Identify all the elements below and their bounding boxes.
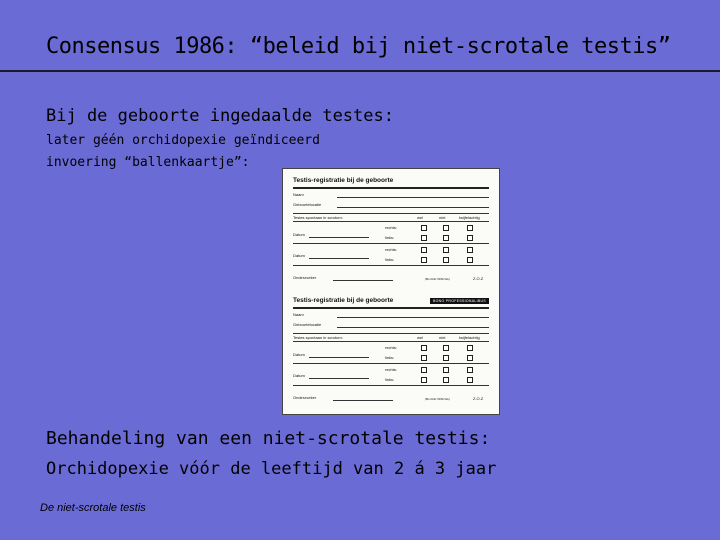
checkbox [467,257,473,263]
side-right: rechts: [385,367,398,372]
col-wel: wel [417,215,424,220]
side-left: links: [385,257,395,262]
checkbox [467,235,473,241]
form-title: Testis-registratie bij de geboorte [293,297,394,304]
name-label: Naam [293,192,304,197]
checkbox [467,355,473,361]
checkbox [421,257,427,263]
date-line [309,258,369,259]
checkbox [467,377,473,383]
form-rule [293,221,489,222]
examiner-line [333,280,393,281]
form-title: Testis-registratie bij de geboorte [293,177,394,184]
checkbox [443,247,449,253]
date-label: Datum [293,373,305,378]
form-rule [293,341,489,342]
birthplace-line [337,327,489,328]
checkbox [443,367,449,373]
section-heading: Bij de geboorte ingedaalde testes: [46,106,394,126]
side-left: links: [385,355,395,360]
side-left: links: [385,235,395,240]
checkbox [443,257,449,263]
bullet-no-orchidopexy: later géén orchidopexie geïndiceerd [46,133,320,148]
registration-card-image [282,168,500,415]
form-rule [293,385,489,386]
examiner-label: Onderzoeker [293,395,317,400]
bullet-ballenkaartje: invoering “ballenkaartje”: [46,155,250,170]
side-right: rechts: [385,225,398,230]
form-rule [293,333,489,334]
date-label: Datum [293,352,305,357]
exam-label: Testes spontaan in scrotum: [293,335,343,340]
checkbox [421,355,427,361]
col-niet: niet [439,215,446,220]
name-label: Naam [293,312,304,317]
role-codes: (Bv./Ark/ OFR/Jvk) [425,277,450,281]
checkbox [421,247,427,253]
slide-title: Consensus 1986: “beleid bij niet-scrotale testis” [46,34,671,59]
checkbox [421,235,427,241]
role-codes: (Bv./Ark/ OFR/Jvk) [425,397,450,401]
examiner-line [333,400,393,401]
form-rule [293,363,489,364]
examiner-label: Onderzoeker [293,275,317,280]
checkbox [421,367,427,373]
checkbox [443,377,449,383]
checkbox [443,225,449,231]
checkbox [467,247,473,253]
bono-badge: BONO PROFESSIONALIBUS [430,298,489,304]
zoz-code: Z.O.Z [473,276,484,281]
birthplace-line [337,207,489,208]
checkbox [443,355,449,361]
date-label: Datum [293,253,305,258]
form-rule [293,307,489,309]
checkbox [421,345,427,351]
treatment-text: Orchidopexie vóór de leeftijd van 2 á 3 jaar [46,459,497,479]
checkbox [467,367,473,373]
title-divider [0,70,720,72]
date-line [309,237,369,238]
checkbox [443,235,449,241]
exam-label: Testes spontaan in scrotum: [293,215,343,220]
registration-form-bottom [293,297,489,409]
date-line [309,378,369,379]
birthplace-label: Geboortelocatie [293,202,322,207]
form-rule [293,213,489,214]
name-line [337,197,489,198]
checkbox [421,225,427,231]
col-wel: wel [417,335,424,340]
checkbox [467,345,473,351]
col-twijfel: twijfelachtig [459,215,480,220]
registration-form-top [293,177,489,287]
side-right: rechts: [385,345,398,350]
form-rule [293,243,489,244]
name-line [337,317,489,318]
form-rule [293,265,489,266]
col-twijfel: twijfelachtig [459,335,480,340]
side-right: rechts: [385,247,398,252]
slide-footer: De niet-scrotale testis [40,502,146,514]
date-line [309,357,369,358]
treatment-heading: Behandeling van een niet-scrotale testis: [46,428,491,449]
checkbox [467,225,473,231]
form-rule [293,187,489,189]
checkbox [421,377,427,383]
zoz-code: Z.O.Z [473,396,484,401]
col-niet: niet [439,335,446,340]
checkbox [443,345,449,351]
date-label: Datum [293,232,305,237]
birthplace-label: Geboortelocatie [293,322,322,327]
side-left: links: [385,377,395,382]
